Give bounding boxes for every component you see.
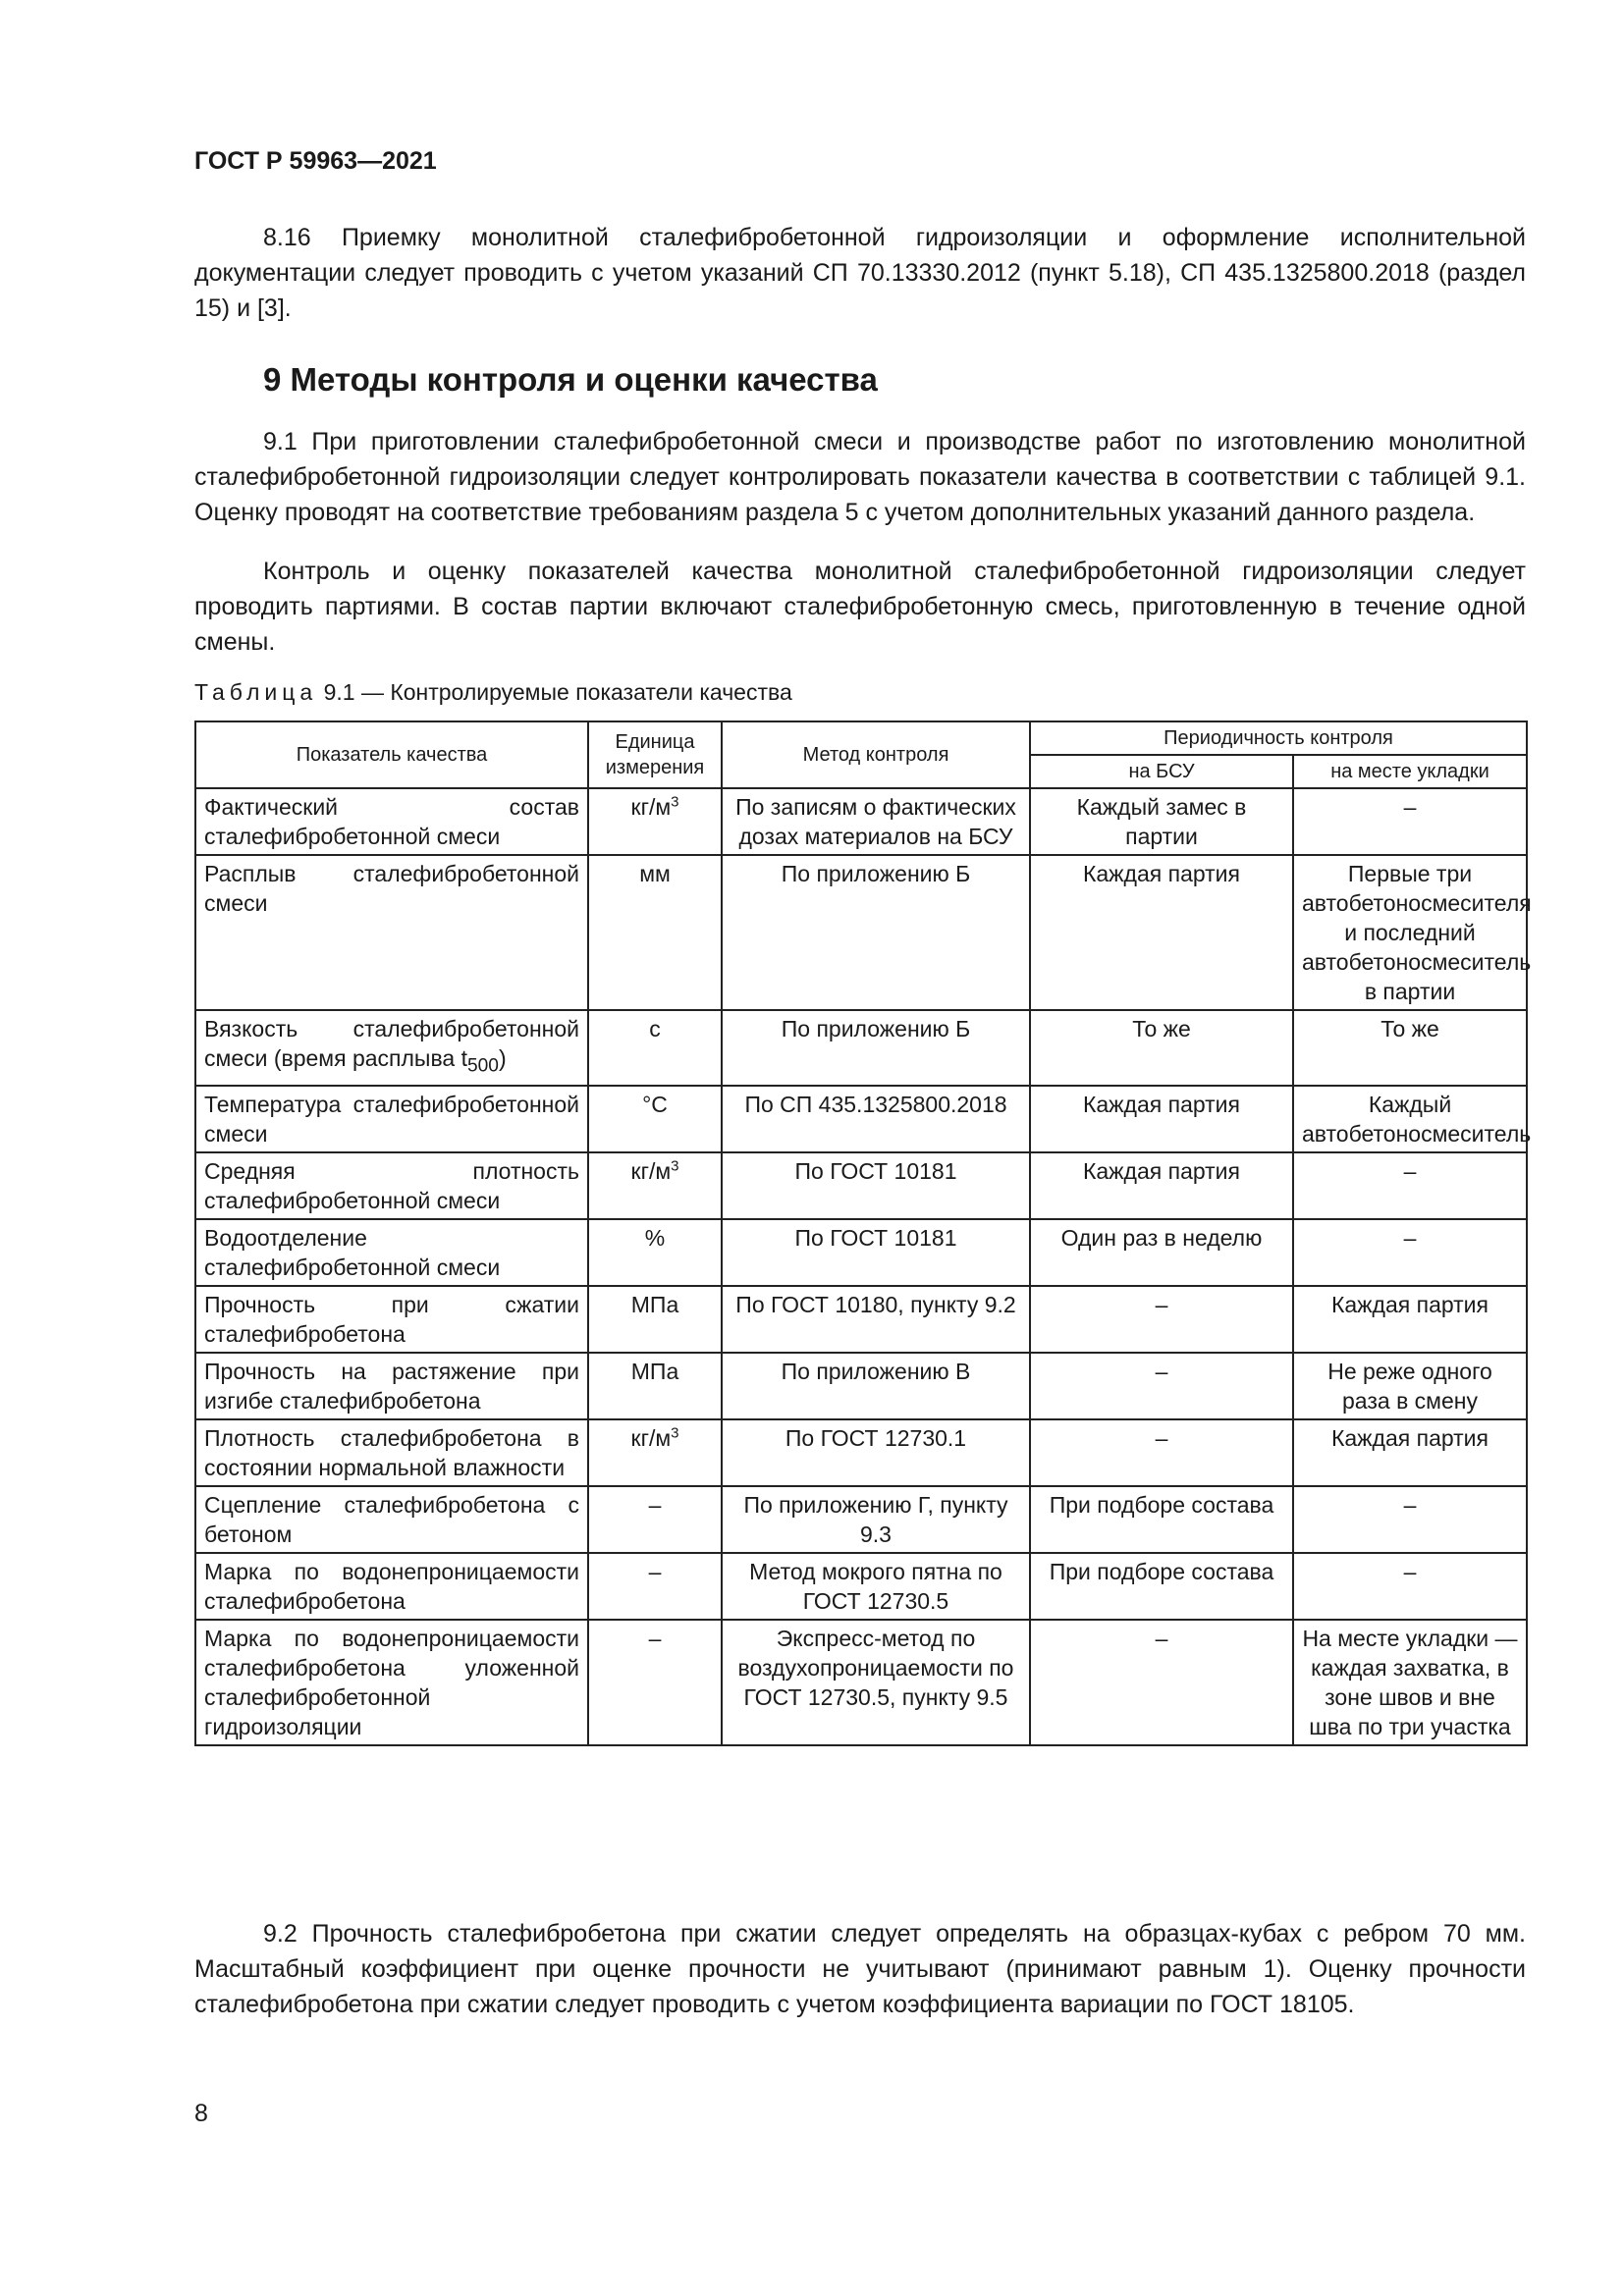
cell-method: По ГОСТ 10181 — [722, 1219, 1030, 1286]
cell-site: – — [1293, 1219, 1527, 1286]
table-caption — [194, 679, 792, 706]
cell-indicator: Средняя плотность сталефибробетонной смеси — [195, 1152, 588, 1219]
unit-text: % — [644, 1224, 666, 1251]
cell-unit — [588, 1419, 722, 1486]
table-caption-text: 9.1 — Контролируемые показатели качества — [323, 679, 792, 705]
unit-text: мм — [639, 861, 671, 886]
cell-site: – — [1293, 1486, 1527, 1553]
cell-method: По записям о фактических дозах материалов на БСУ — [722, 788, 1030, 855]
cell-indicator: Расплыв сталефибробетонной смеси — [195, 855, 588, 1010]
cell-bsu: – — [1030, 1419, 1293, 1486]
unit-text: кг/м — [630, 1157, 672, 1184]
table-row — [195, 788, 1527, 855]
indicator-text: Вязкость сталефибробетонной смеси (время расплыва t — [204, 1016, 579, 1071]
cell-site: – — [1293, 1553, 1527, 1620]
page-number: 8 — [194, 2100, 208, 2127]
header-indicator: Показатель качества — [195, 721, 588, 788]
table-row — [195, 1086, 1527, 1152]
cell-site: – — [1293, 788, 1527, 855]
cell-unit — [588, 1620, 722, 1745]
section-9-heading: 9 Методы контроля и оценки качества — [263, 361, 878, 398]
table-row — [195, 1353, 1527, 1419]
table-row — [195, 1620, 1527, 1745]
cell-site: Каждый автобетоносмеситель — [1293, 1086, 1527, 1152]
cell-indicator: Марка по водонепроницаемости сталефибробетона уложенной сталефибробетонной гидроизоляции — [195, 1620, 588, 1745]
table-row — [195, 1486, 1527, 1553]
header-site: на месте укладки — [1293, 755, 1527, 788]
cell-method: По приложению Б — [722, 855, 1030, 1010]
unit-text: – — [648, 1625, 662, 1651]
unit-text: – — [648, 1558, 662, 1584]
cell-bsu: – — [1030, 1286, 1293, 1353]
cell-site: Каждая партия — [1293, 1286, 1527, 1353]
cell-site: Каждая партия — [1293, 1419, 1527, 1486]
cell-method: По приложению Г, пункту 9.3 — [722, 1486, 1030, 1553]
table-row — [195, 1010, 1527, 1086]
table-row — [195, 855, 1527, 1010]
cell-method: Метод мокрого пятна по ГОСТ 12730.5 — [722, 1553, 1030, 1620]
header-method: Метод контроля — [722, 721, 1030, 788]
cell-unit — [588, 1486, 722, 1553]
cell-unit — [588, 1086, 722, 1152]
cell-bsu: Каждая партия — [1030, 1086, 1293, 1152]
cell-unit — [588, 855, 722, 1010]
cell-site: – — [1293, 1152, 1527, 1219]
cell-site: То же — [1293, 1010, 1527, 1086]
cell-indicator: Водоотделение сталефибробетонной смеси — [195, 1219, 588, 1286]
cell-method: По ГОСТ 10180, пункту 9.2 — [722, 1286, 1030, 1353]
unit-text: кг/м — [630, 794, 672, 820]
indicator-subscript: 500 — [466, 1055, 499, 1077]
cell-bsu: При подборе состава — [1030, 1486, 1293, 1553]
cell-indicator: Плотность сталефибробетона в состоянии нормальной влажности — [195, 1419, 588, 1486]
table-row — [195, 1286, 1527, 1353]
unit-superscript: 3 — [671, 1156, 679, 1174]
unit-text: МПа — [630, 1358, 679, 1384]
document-header-code: ГОСТ Р 59963—2021 — [194, 147, 437, 175]
unit-text: МПа — [630, 1291, 679, 1317]
cell-site: На месте укладки — каждая захватка, в зоне швов и вне шва по три участка — [1293, 1620, 1527, 1745]
cell-bsu: При подборе состава — [1030, 1553, 1293, 1620]
quality-control-table — [194, 721, 1532, 1746]
cell-indicator: Фактический состав сталефибробетонной смеси — [195, 788, 588, 855]
cell-bsu: То же — [1030, 1010, 1293, 1086]
cell-bsu: Каждая партия — [1030, 1152, 1293, 1219]
cell-unit — [588, 1219, 722, 1286]
cell-method: По приложению В — [722, 1353, 1030, 1419]
cell-unit — [588, 1353, 722, 1419]
cell-site: Первые три автобетоносмесителя и последний автобетоносмеситель в партии — [1293, 855, 1527, 1010]
header-periodicity: Периодичность контроля — [1030, 721, 1527, 755]
table-caption-label: Таблица — [194, 679, 318, 705]
table-row — [195, 1219, 1527, 1286]
cell-indicator: Прочность при сжатии сталефибробетона — [195, 1286, 588, 1353]
cell-bsu: – — [1030, 1620, 1293, 1745]
indicator-text-end: ) — [498, 1045, 507, 1071]
unit-superscript: 3 — [671, 793, 679, 811]
paragraph-9-2: 9.2 Прочность сталефибробетона при сжатии следует определять на образцах-кубах с ребром 70 мм. Масштабный коэффициент при оценке прочности не учитывают (принимают равным 1). Оценку прочности сталефибробетона при сжатии следует проводить с учетом коэффициента вариации по ГОСТ 18105. — [194, 1920, 1526, 2018]
cell-method: По ГОСТ 12730.1 — [722, 1419, 1030, 1486]
cell-bsu: – — [1030, 1353, 1293, 1419]
cell-indicator: Сцепление сталефибробетона с бетоном — [195, 1486, 588, 1553]
cell-method: Экспресс-метод по воздухопроницаемости по ГОСТ 12730.5, пункту 9.5 — [722, 1620, 1030, 1745]
unit-text: °С — [642, 1091, 668, 1117]
header-bsu: на БСУ — [1030, 755, 1293, 788]
unit-text: – — [648, 1491, 662, 1518]
cell-method: По СП 435.1325800.2018 — [722, 1086, 1030, 1152]
table-row — [195, 1152, 1527, 1219]
table-row — [195, 1419, 1527, 1486]
cell-unit — [588, 1010, 722, 1086]
cell-method: По приложению Б — [722, 1010, 1030, 1086]
unit-text: с — [649, 1016, 661, 1041]
cell-unit — [588, 788, 722, 855]
cell-method: По ГОСТ 10181 — [722, 1152, 1030, 1219]
table-header-row — [195, 721, 1527, 755]
cell-site: Не реже одного раза в смену — [1293, 1353, 1527, 1419]
paragraph-9-1-continued: Контроль и оценку показателей качества монолитной сталефибробетонной гидроизоляции следует проводить партиями. В состав партии включают сталефибробетонную смесь, приготовленную в течение одной смены. — [194, 558, 1526, 656]
cell-bsu: Каждый замес в партии — [1030, 788, 1293, 855]
header-unit: Единица измерения — [588, 721, 722, 788]
cell-indicator: Температура сталефибробетонной смеси — [195, 1086, 588, 1152]
cell-indicator — [195, 1010, 588, 1086]
cell-unit — [588, 1553, 722, 1620]
cell-bsu: Каждая партия — [1030, 855, 1293, 1010]
cell-indicator: Марка по водонепроницаемости сталефибробетона — [195, 1553, 588, 1620]
cell-indicator: Прочность на растяжение при изгибе сталефибробетона — [195, 1353, 588, 1419]
paragraph-9-1: 9.1 При приготовлении сталефибробетонной смеси и производстве работ по изготовлению монолитной сталефибробетонной гидроизоляции следует контролировать показатели качества в соответствии с таблицей 9.1. Оценку проводят на соответствие требованиям раздела 5 с учетом дополнительных указаний данного раздела. — [194, 428, 1526, 526]
unit-text: кг/м — [630, 1424, 672, 1451]
cell-unit — [588, 1286, 722, 1353]
cell-unit — [588, 1152, 722, 1219]
cell-bsu: Один раз в неделю — [1030, 1219, 1293, 1286]
unit-superscript: 3 — [671, 1423, 679, 1441]
paragraph-8-16: 8.16 Приемку монолитной сталефибробетонной гидроизоляции и оформление исполнительной документации следует проводить с учетом указаний СП 70.13330.2012 (пункт 5.18), СП 435.1325800.2018 (раздел 15) и [3]. — [194, 224, 1526, 322]
table-row — [195, 1553, 1527, 1620]
